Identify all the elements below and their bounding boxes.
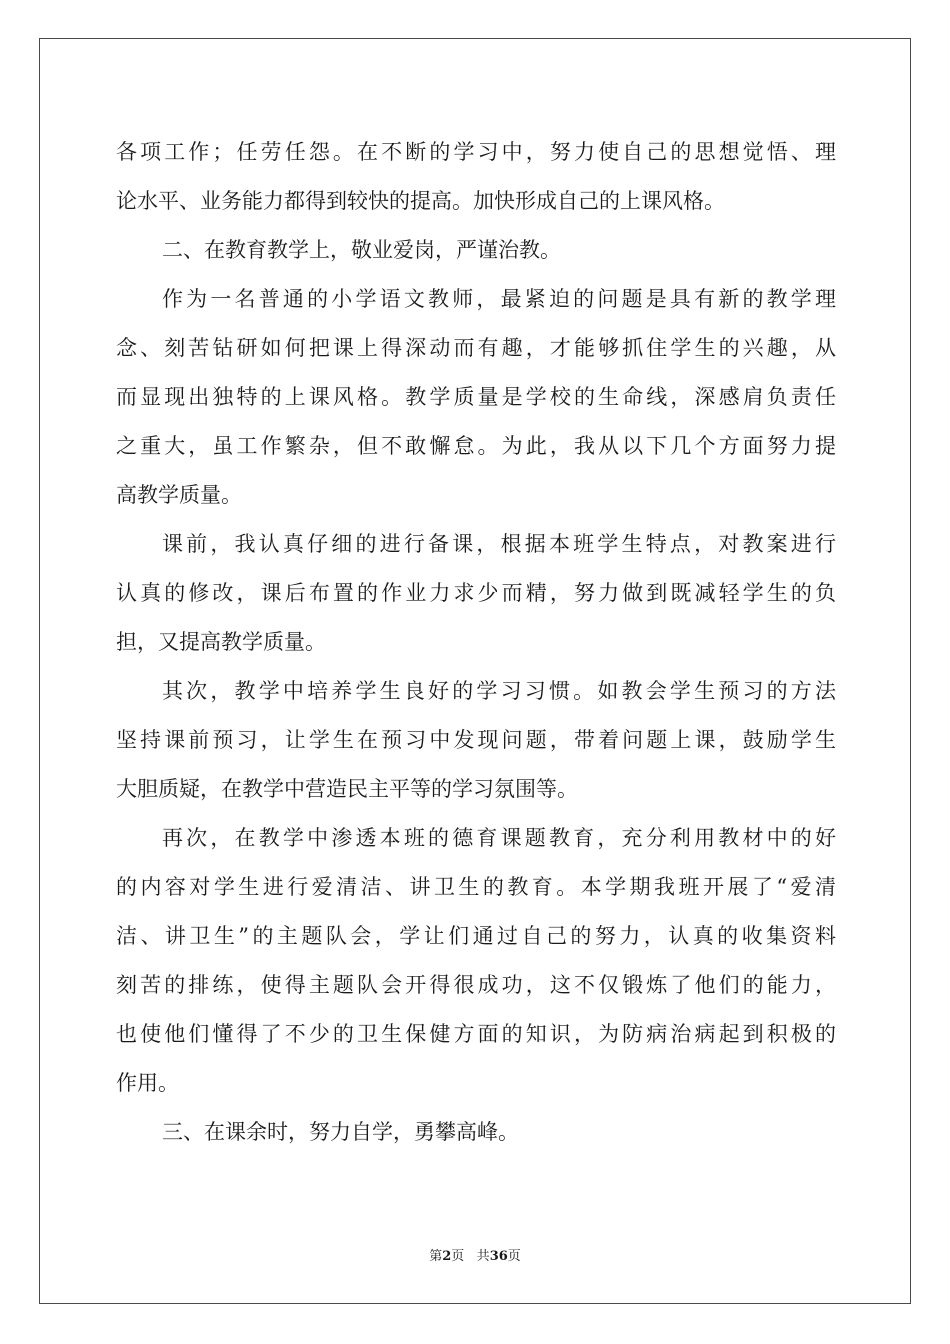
text-line: 洁、讲卫生”的主题队会，学让们通过自己的努力，认真的收集资料 <box>116 924 836 948</box>
text-line: 作用。 <box>116 1071 179 1095</box>
text-line: 作为一名普通的小学语文教师，最紧迫的问题是具有新的教学理 <box>162 287 836 311</box>
footer-page-suffix: 页 <box>451 1249 465 1264</box>
text-line: 认真的修改，课后布置的作业力求少而精，努力做到既减轻学生的负 <box>116 581 836 605</box>
text-line: 再次，在教学中渗透本班的德育课题教育，充分利用教材中的好 <box>162 826 836 850</box>
document-body <box>116 128 836 1157</box>
text-line: 三、在课余时，努力自学，勇攀高峰。 <box>162 1120 519 1144</box>
total-page-count: 36 <box>489 1249 508 1264</box>
current-page-number: 2 <box>442 1249 452 1264</box>
footer-total-suffix: 页 <box>507 1249 521 1264</box>
page-footer <box>0 1245 950 1264</box>
text-line: 坚持课前预习，让学生在预习中发现问题，带着问题上课，鼓励学生 <box>116 728 836 752</box>
text-line: 刻苦的排练，使得主题队会开得很成功，这不仅锻炼了他们的能力， <box>116 973 836 997</box>
text-line: 课前，我认真仔细的进行备课，根据本班学生特点，对教案进行 <box>162 532 836 556</box>
text-line: 高教学质量。 <box>116 483 242 507</box>
text-line: 也使他们懂得了不少的卫生保健方面的知识，为防病治病起到积极的 <box>116 1022 836 1046</box>
text-line: 之重大，虽工作繁杂，但不敢懈怠。为此，我从以下几个方面努力提 <box>116 434 836 458</box>
text-line: 而显现出独特的上课风格。教学质量是学校的生命线，深感肩负责任 <box>116 385 836 409</box>
text-line: 二、在教育教学上，敬业爱岗，严谨治教。 <box>162 238 561 262</box>
text-line: 各项工作；任劳任怨。在不断的学习中，努力使自己的思想觉悟、理 <box>116 140 836 164</box>
footer-prefix: 第 <box>429 1249 443 1264</box>
text-line: 担，又提高教学质量。 <box>116 630 326 654</box>
text-line: 大胆质疑，在教学中营造民主平等的学习氛围等。 <box>116 777 578 801</box>
text-line: 论水平、业务能力都得到较快的提高。加快形成自己的上课风格。 <box>116 189 725 213</box>
text-line: 念、刻苦钻研如何把课上得深动而有趣，才能够抓住学生的兴趣，从 <box>116 336 836 360</box>
text-line: 的内容对学生进行爱清洁、讲卫生的教育。本学期我班开展了“爱清 <box>116 875 836 899</box>
footer-total-prefix: 共 <box>476 1249 490 1264</box>
text-line: 其次，教学中培养学生良好的学习习惯。如教会学生预习的方法 <box>162 679 836 703</box>
